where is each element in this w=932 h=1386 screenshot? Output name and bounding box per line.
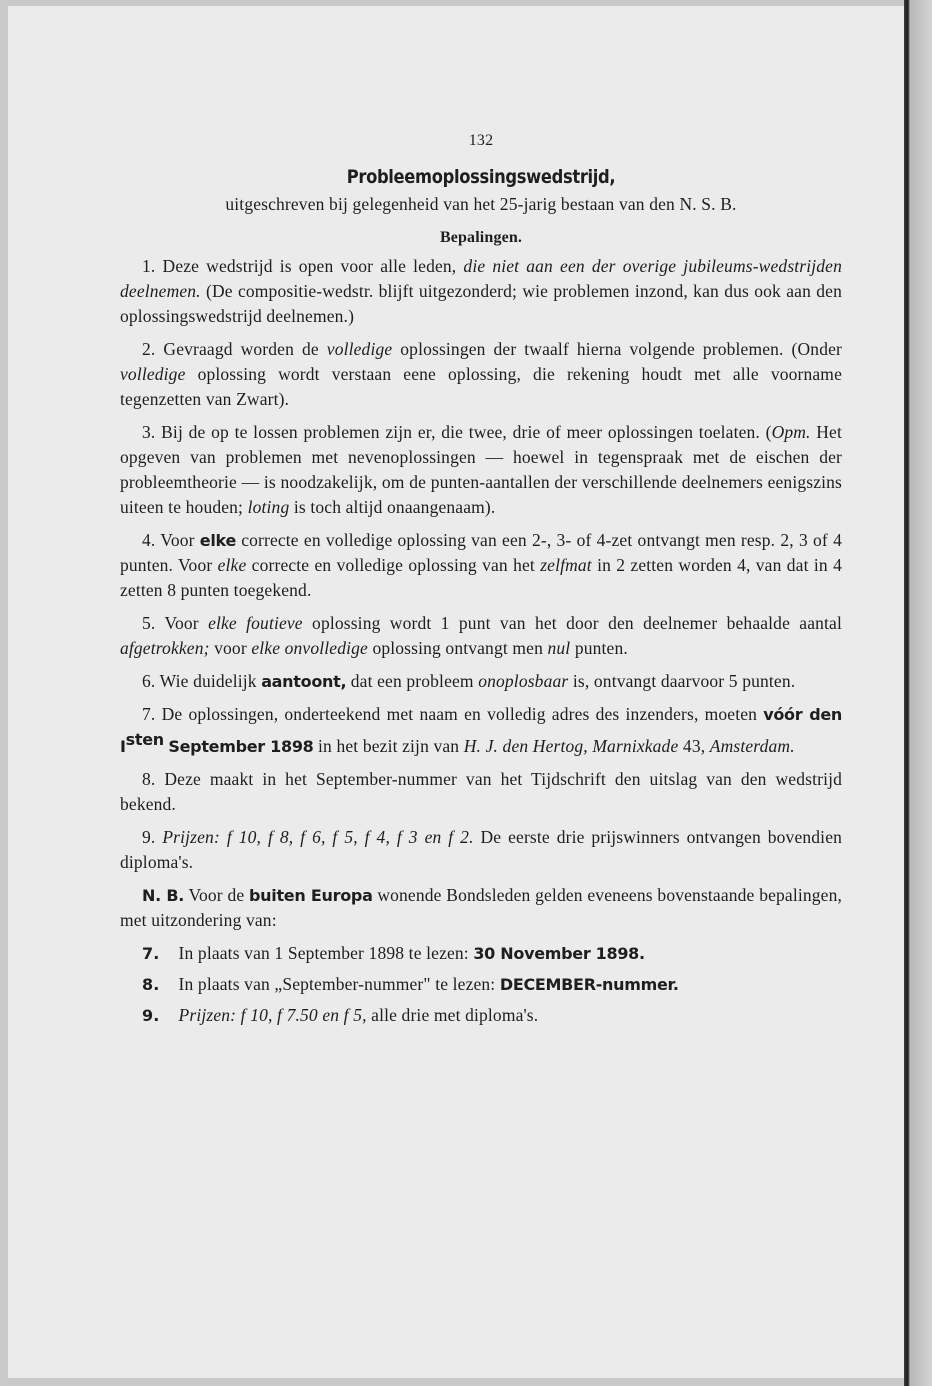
rule-7: 7. De oplossingen, onderteekend met naam en volledig adres des inzenders, moeten vóór den $I^{sten}$ September 1898 in het bezit zijn van H. J. den Hertog, Marnixkade 43, Amsterdam.: [120, 704, 842, 756]
rule-4: 4. Voor elke correcte en volledige oplossing van een 2-, 3- of 4-zet ontvangt men resp. 2, 3 of 4 punten. Voor elke correcte en volledige oplossing van het zelfmat in 2 zetten worden 4, van dat in 4 zetten 8 punten toegekend.: [120, 530, 842, 600]
amendment-number: 7.: [142, 943, 160, 963]
rule-1: 1. Deze wedstrijd is open voor alle leden, die niet aan een der overige jubileums-wedstrijden deelnemen. (De compositie-wedstr. blijft uitgezonderd; wie problemen inzond, kan dus ook aan den oplossingswedstrijd deelnemen.): [120, 256, 843, 326]
rule-6: 6. Wie duidelijk aantoont, dat een probleem onoplosbaar is, ontvangt daarvoor 5 punten.: [142, 671, 796, 691]
page-subtitle: uitgeschreven bij gelegenheid van het 25-jarig bestaan van den N. S. B.: [225, 194, 737, 214]
amendment-7: 7. In plaats van 1 September 1898 te lezen: 30 November 1898.: [120, 941, 842, 966]
page-number: 132: [468, 132, 494, 149]
rule-5: 5. Voor elke foutieve oplossing wordt 1 punt van het door den deelnemer behaalde aantal afgetrokken; voor elke onvolledige oplossing ontvangt men nul punten.: [120, 613, 842, 658]
rule-3: 3. Bij de op te lossen problemen zijn er, die twee, drie of meer oplossingen toelaten. (Opm. Het opgeven van problemen met nevenoplossingen — hoewel in tegenspraak met de eischen der probleemtheorie — is noodzakelijk, om de punten-aantallen der verschillende deelnemers eenigszins uiteen te houden; loting is toch altijd onaangenaam).: [120, 422, 842, 517]
nb-label: N. B.: [142, 885, 185, 905]
rule-number: 2.: [142, 339, 156, 359]
rule-number: 7.: [142, 704, 156, 724]
nb-paragraph: N. B. Voor de buiten Europa wonende Bondsleden gelden eveneens bovenstaande bepalingen, met uitzondering van:: [120, 884, 843, 930]
amendment-number: 8.: [142, 974, 160, 994]
rule-number: 9.: [142, 826, 156, 847]
rule-number: 8.: [142, 768, 156, 789]
document-body: [120, 128, 842, 1034]
rule-number: 1.: [142, 256, 156, 276]
rule-number: 3.: [142, 422, 156, 442]
rule-9: 9. Prijzen: f 10, f 8, f 6, f 5, f 4, f 3 en f 2. De eerste drie prijswinners ontvangen bovendien diploma's.: [120, 826, 843, 872]
amendment-9: 9. Prijzen: f 10, f 7.50 en f 5, alle drie met diploma's.: [120, 1003, 842, 1028]
section-heading: Bepalingen.: [439, 229, 523, 246]
scan-page-edge: [904, 0, 932, 1386]
page-title: Probleemoplossingswedstrijd,: [346, 166, 616, 188]
amendment-number: 9.: [142, 1005, 160, 1025]
rule-number: 4.: [142, 530, 156, 550]
rule-2: 2. Gevraagd worden de volledige oplossingen der twaalf hierna volgende problemen. (Onder volledige oplossing wordt verstaan eene oplossing, die rekening houdt met alle voorname tegenzetten van Zwart).: [120, 339, 842, 409]
rule-number: 6.: [142, 671, 156, 691]
amendment-8: 8. In plaats van „September-nummer" te lezen: DECEMBER-nummer.: [120, 972, 842, 997]
rule-8: 8. Deze maakt in het September-nummer van het Tijdschrift den uitslag van den wedstrijd bekend.: [120, 768, 842, 814]
rule-number: 5.: [142, 613, 156, 633]
